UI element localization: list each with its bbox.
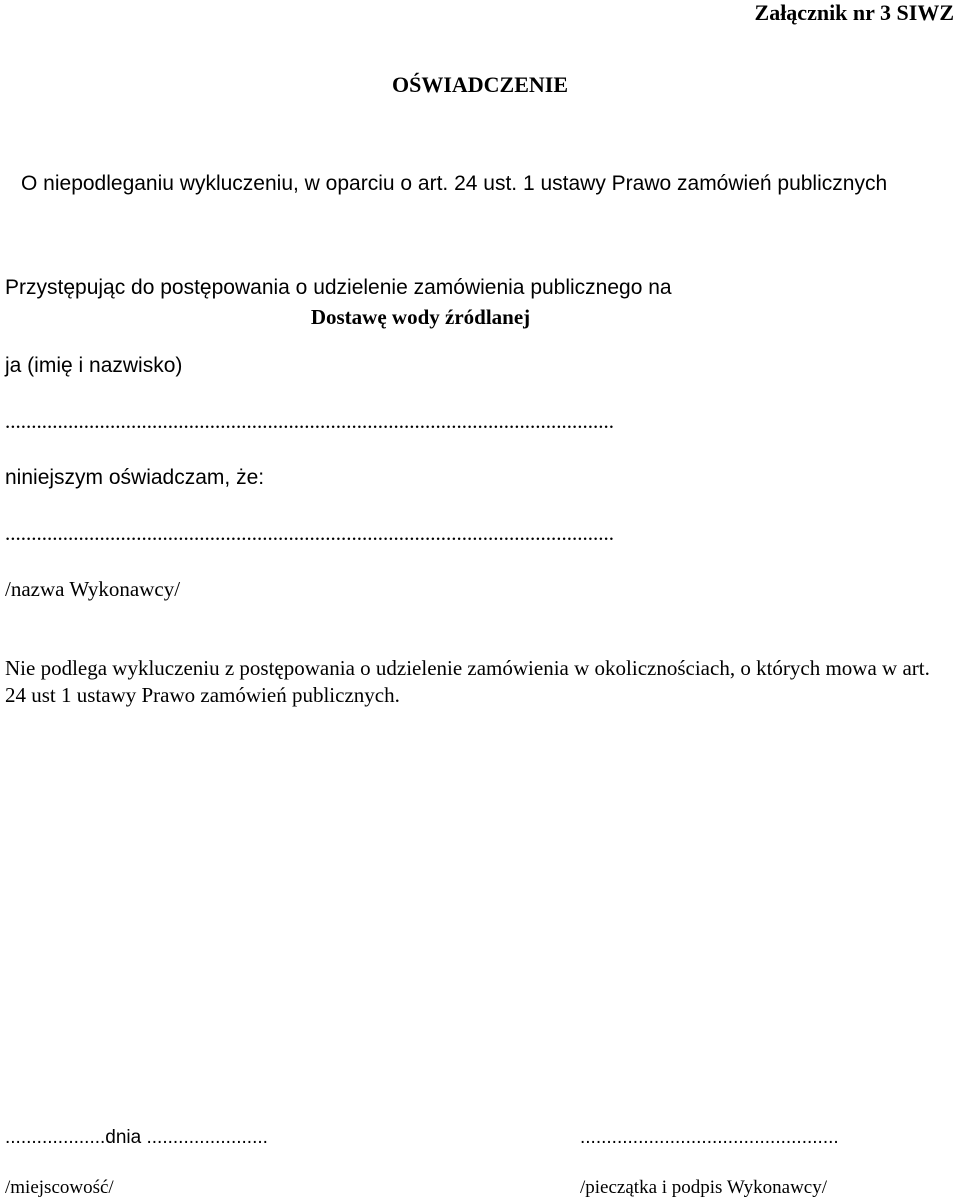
intro-text: Przystępując do postępowania o udzielenie zamówienia publicznego na (5, 276, 672, 299)
statement-paragraph: Nie podlega wykluczeniu z postępowania o udzielenie zamówienia w okolicznościach, o których mowa w art. 24 ust 1 ustawy Prawo zamówień publicznych. (5, 656, 930, 707)
name-label: ja (imię i nazwisko) (5, 354, 183, 377)
declaration-text: niniejszym oświadczam, że: (5, 466, 265, 489)
name-fill-line: .................................................................................................................... (5, 409, 614, 433)
place-date-line: ...................dnia ....................... (5, 1127, 268, 1148)
document-subtitle: O niepodleganiu wykluczeniu, w oparciu o art. 24 ust. 1 ustawy Prawo zamówień publicznych (21, 172, 888, 195)
place-label: /miejscowość/ (5, 1177, 114, 1198)
contractor-fill-line: .................................................................................................................... (5, 521, 614, 545)
procurement-subject: Dostawę wody źródlanej (310, 305, 531, 329)
document-title: OŚWIADCZENIE (391, 72, 569, 97)
signature-line: ................................................. (580, 1127, 839, 1148)
contractor-label: /nazwa Wykonawcy/ (5, 577, 181, 601)
annex-label: Załącznik nr 3 SIWZ (754, 0, 954, 25)
signature-label: /pieczątka i podpis Wykonawcy/ (580, 1177, 828, 1198)
